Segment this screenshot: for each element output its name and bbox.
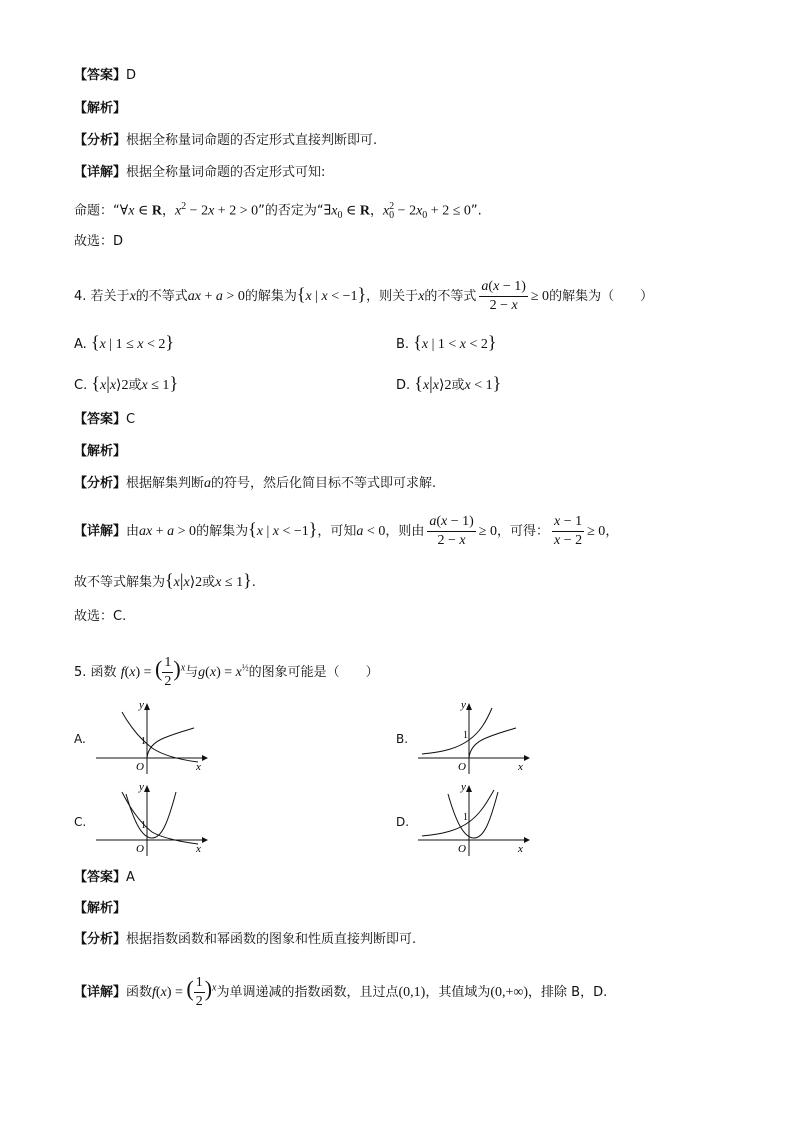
q4-final-line: 故选：C. bbox=[74, 609, 127, 624]
answer-value: D bbox=[126, 68, 137, 83]
q3-answer-line bbox=[74, 66, 136, 86]
y-axis-label: y bbox=[139, 700, 144, 711]
graph-letter-d: D. bbox=[396, 815, 410, 829]
one-label: 1 bbox=[141, 736, 146, 747]
q3-analysis-tag: 【解析】 bbox=[74, 101, 127, 116]
y-axis-label: y bbox=[461, 782, 466, 793]
q5-analysis-tag: 【解析】 bbox=[74, 901, 127, 916]
graph-letter-c: C. bbox=[74, 815, 87, 829]
q3-fenxi-line: 【分析】根据全称量词命题的否定形式直接判断即可. bbox=[74, 133, 378, 148]
origin-label: O bbox=[458, 843, 466, 855]
origin-label: O bbox=[458, 761, 466, 773]
q4-fenxi-line: 【分析】根据解集判断a的符号，然后化简目标不等式即可求解. bbox=[74, 476, 437, 491]
graph-d[interactable] bbox=[414, 782, 534, 858]
q4-answer-line: 【答案】C bbox=[74, 412, 136, 427]
q5-xiangjie-line: 【详解】函数f(x) = ( $\frac{1}{2}$ )$^x$为单调递减的指数函数，且过点(0,1)，其值域为(0,+∞)，排除 B，D. bbox=[74, 975, 608, 1009]
q4-xiangjie-line: 【详解】由ax + a > 0的解集为{x | x < −1}，可知a < 0，则由 $\frac{a(x - 1)}{2 - x}$ ≥ 0，可得： $\frac{x - 1}{x - 2}$ ≥ 0， bbox=[74, 514, 619, 548]
q3-proposition-line: 命题：“∀x ∈ R，$x^2 - 2x + 2 > 0$”的否定为“$\exists x_0$ ∈ R，$x_0^2 - 2x_0 + 2 \le 0$”. bbox=[74, 201, 482, 221]
option-a[interactable]: A. {x | 1 ≤ x < 2} bbox=[74, 332, 175, 352]
origin-label: O bbox=[136, 843, 144, 855]
graph-a[interactable] bbox=[92, 700, 212, 776]
origin-label: O bbox=[136, 761, 144, 773]
q5-stem: 5. 函数 f(x) = ( $\frac{1}{2}$ )$^x$与$g(x) = x^{\frac{1}{2}}$的图象可能是（ ） bbox=[74, 655, 379, 689]
one-label: 1 bbox=[463, 730, 468, 741]
q5-fenxi-line: 【分析】根据指数函数和幂函数的图象和性质直接判断即可. bbox=[74, 932, 417, 947]
graph-letter-b: B. bbox=[396, 732, 409, 746]
x-axis-label: x bbox=[196, 843, 201, 855]
answer-tag: 【答案】 bbox=[74, 68, 127, 83]
option-c[interactable]: C. {x|x⟩2或x ≤ 1} bbox=[74, 373, 179, 393]
one-label: 1 bbox=[141, 820, 146, 831]
q4-analysis-tag: 【解析】 bbox=[74, 444, 127, 459]
q3-final-line: 故选：D bbox=[74, 234, 124, 249]
q3-xiangjie-line: 【详解】根据全称量词命题的否定形式可知: bbox=[74, 165, 326, 180]
q4-stem: 4. 若关于x的不等式ax + a > 0的解集为{x | x < −1}，则关于x的不等式 $\frac{a(x - 1)}{2 - x}$ ≥ 0的解集为（ ） bbox=[74, 279, 654, 313]
graph-c[interactable] bbox=[92, 782, 212, 858]
y-axis-label: y bbox=[461, 700, 466, 711]
q4-conclusion-line: 故不等式解集为{x|x⟩2或x ≤ 1}. bbox=[74, 570, 256, 590]
y-axis-label: y bbox=[139, 782, 144, 793]
option-b[interactable]: B. {x | 1 < x < 2} bbox=[396, 332, 497, 352]
one-label: 1 bbox=[463, 812, 468, 823]
q5-answer-line: 【答案】A bbox=[74, 870, 135, 885]
option-d[interactable]: D. {x|x⟩2或x < 1} bbox=[396, 373, 502, 393]
x-axis-label: x bbox=[518, 761, 523, 773]
x-axis-label: x bbox=[518, 843, 523, 855]
graph-b[interactable] bbox=[414, 700, 534, 776]
graph-letter-a: A. bbox=[74, 732, 86, 746]
x-axis-label: x bbox=[196, 761, 201, 773]
